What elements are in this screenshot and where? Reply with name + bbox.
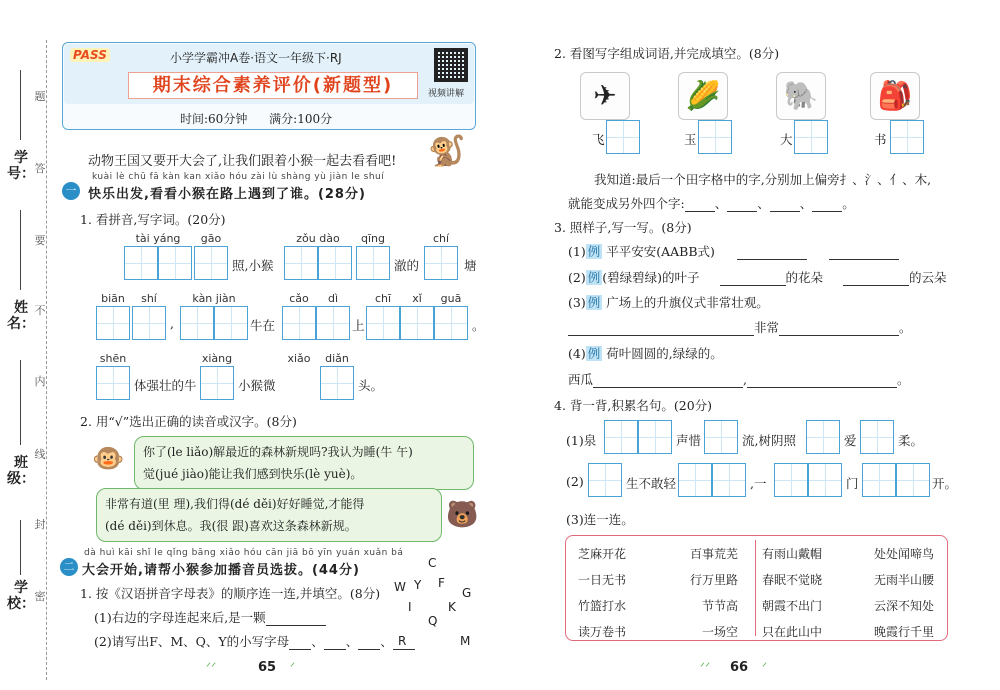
writing-box[interactable]: [862, 463, 896, 497]
match-item[interactable]: 云深不知处: [874, 599, 935, 613]
pinyin: shēn: [99, 352, 127, 365]
example-4: [568, 344, 723, 362]
char-prompt: 玉: [684, 132, 697, 147]
corn-icon: 🌽: [678, 72, 728, 120]
elephant-icon: 🐘: [776, 72, 826, 120]
answer-blank[interactable]: [812, 198, 842, 212]
binding-dashed-line: [46, 40, 47, 680]
sprout-icon: ᐟᐟ: [206, 660, 217, 674]
example-text: 平平安安(AABB式): [606, 244, 715, 259]
match-item[interactable]: 读万卷书: [578, 625, 627, 639]
section1-number: 一: [62, 182, 80, 200]
writing-box[interactable]: [808, 463, 842, 497]
writing-box[interactable]: [124, 246, 158, 280]
answer-blank[interactable]: [358, 636, 380, 650]
sentence-text: 。: [472, 318, 485, 333]
school-label: 学校：: [7, 580, 35, 612]
letter-dot[interactable]: Q: [428, 614, 438, 628]
answer-blank[interactable]: [843, 272, 909, 286]
writing-box[interactable]: [132, 306, 166, 340]
poem-text: 开。: [932, 476, 958, 491]
match-item[interactable]: 春眠不觉晓: [762, 573, 823, 587]
bubble-line[interactable]: (dé děi)到休息。我(很 跟)喜欢这条森林新规。: [105, 519, 357, 533]
writing-box[interactable]: [434, 306, 468, 340]
example-text: 荷叶圆圆的,绿绿的。: [606, 346, 723, 361]
r-q4-label: 4. 背一背,积累名句。(20分): [554, 398, 713, 413]
letter-dot[interactable]: I: [408, 600, 412, 614]
writing-box[interactable]: [806, 420, 840, 454]
speech-bubble-bear: [96, 488, 442, 542]
match-item[interactable]: 行万里路: [690, 573, 739, 587]
student-number-label: 学号：: [7, 150, 35, 182]
writing-box[interactable]: [356, 246, 390, 280]
poem-text: 声惜: [676, 433, 702, 448]
section1-title: 快乐出发,看看小猴在路上遇到了谁。(28分): [88, 187, 366, 202]
writing-box[interactable]: [366, 306, 400, 340]
sentence-text: 上: [352, 318, 365, 333]
pinyin: zǒu dào: [296, 232, 340, 245]
writing-box[interactable]: [638, 420, 672, 454]
series-title: 小学学霸冲A卷·语文一年级下·RJ: [170, 51, 342, 65]
match-item[interactable]: 百事荒芜: [690, 547, 739, 561]
sentence-text: 塘: [464, 258, 477, 273]
writing-box[interactable]: [860, 420, 894, 454]
exam-score: 满分:100分: [269, 112, 333, 126]
pinyin: chī: [374, 292, 392, 305]
poem-text: 流,树阴照: [742, 433, 796, 448]
answer-blank[interactable]: [324, 636, 346, 650]
pinyin: guā: [440, 292, 462, 305]
section2-number: 二: [60, 558, 78, 576]
poem-text: 生不敢轻: [626, 476, 677, 491]
class-label: 班级：: [7, 455, 35, 487]
q1-label: 1. 看拼音,写字词。(20分): [80, 212, 226, 227]
monkey-icon: 🐵: [92, 444, 125, 474]
know-line-1: 我知道:最后一个田字格中的字,分别加上偏旁扌、氵、亻、木,: [594, 172, 932, 187]
s2-q1-sub1: [94, 608, 326, 626]
matching-divider: [755, 540, 756, 636]
qr-label: 视频讲解: [428, 89, 465, 99]
match-item[interactable]: 只在此山中: [762, 625, 823, 639]
match-item[interactable]: 无雨半山腰: [874, 573, 935, 587]
writing-box[interactable]: [678, 463, 712, 497]
writing-box[interactable]: [180, 306, 214, 340]
answer-blank[interactable]: [770, 198, 800, 212]
section2-title: 大会开始,请帮小猴参加播音员选拔。(44分): [82, 563, 360, 578]
writing-box[interactable]: [214, 306, 248, 340]
name-label: 姓名：: [7, 300, 35, 332]
writing-box[interactable]: [794, 120, 828, 154]
example-num: (1): [568, 244, 586, 259]
bubble-line[interactable]: 非常有道(里 理),我们得(dé děi)好好睡觉,才能得: [105, 497, 365, 511]
writing-box[interactable]: [318, 246, 352, 280]
example-tag: 例: [587, 244, 601, 259]
section1-pinyin: kuài lè chū fā kàn kan xiǎo hóu zài lù shàng yù jiàn le shuí: [92, 172, 385, 182]
pinyin: kàn jiàn: [192, 292, 236, 305]
backpack-icon: 🎒: [870, 72, 920, 120]
sentence-text: 体强壮的牛: [134, 378, 197, 393]
binding-char: 内: [34, 375, 46, 388]
example-4-answer: 西瓜 , 。: [568, 372, 910, 387]
qr-code-icon[interactable]: [434, 48, 468, 82]
writing-box[interactable]: [774, 463, 808, 497]
section2-pinyin: dà huì kāi shǐ le qǐng bāng xiǎo hóu cān jiā bō yīn yuán xuǎn bá: [84, 548, 404, 558]
pinyin: xǐ: [412, 292, 422, 305]
example-num: (4): [568, 346, 586, 361]
match-item[interactable]: 朝霞不出门: [762, 599, 823, 613]
example-tag: 例: [587, 270, 601, 285]
pinyin: tài yáng: [135, 232, 181, 245]
page-number-left: 65: [258, 660, 277, 675]
poem-text: 柔。: [898, 433, 924, 448]
char-prompt: 飞: [592, 132, 605, 147]
letter-dot[interactable]: K: [448, 600, 456, 614]
pinyin: biān: [101, 292, 125, 305]
answer-blank[interactable]: [720, 272, 786, 286]
letter-dot[interactable]: M: [460, 634, 471, 648]
example-text: 的云朵: [909, 270, 947, 285]
example-num: (3): [568, 295, 586, 310]
answer-blank[interactable]: [568, 322, 754, 336]
poem-text: 爱: [844, 433, 857, 448]
letter-dot[interactable]: G: [462, 586, 472, 600]
poem-text: (1)泉: [566, 433, 597, 448]
letter-dots: [390, 556, 480, 646]
intro-text: 动物王国又要开大会了,让我们跟着小猴一起去看看吧!: [88, 154, 397, 169]
letter-dot[interactable]: R: [398, 634, 407, 648]
sentence-text: 照,小猴: [232, 258, 274, 273]
match-item[interactable]: 节节高: [702, 599, 739, 613]
student-number-field[interactable]: [20, 70, 21, 140]
bubble-line[interactable]: 你了(le liǎo)解最近的森林新规吗?我认为睡(牛 午): [143, 445, 413, 459]
poem-text: 门: [846, 476, 859, 491]
example-text: 非常: [754, 320, 780, 335]
match-item[interactable]: 竹篮打水: [578, 599, 627, 613]
example-3: [568, 293, 769, 311]
pinyin: chí: [432, 232, 450, 245]
poem-text: ,一: [750, 476, 767, 491]
sprout-icon: ᐟᐟ: [700, 660, 711, 674]
bear-icon: 🐻: [446, 500, 479, 530]
name-field[interactable]: [20, 210, 21, 290]
class-field[interactable]: [20, 360, 21, 445]
writing-box[interactable]: [282, 306, 316, 340]
answer-blank[interactable]: [727, 198, 757, 212]
speech-bubble-monkey: [134, 436, 474, 490]
answer-blank[interactable]: [685, 198, 715, 212]
answer-blank[interactable]: [737, 246, 807, 260]
sentence-text: 澈的: [394, 258, 420, 273]
letter-dot[interactable]: W: [394, 580, 406, 594]
writing-box[interactable]: [606, 120, 640, 154]
writing-box[interactable]: [712, 463, 746, 497]
writing-box[interactable]: [400, 306, 434, 340]
binding-char: 不: [34, 304, 46, 317]
binding-char: 密: [34, 590, 46, 603]
school-field[interactable]: [20, 520, 21, 575]
example-text: (碧绿碧绿)的叶子: [602, 270, 700, 285]
char-prompt: 大: [780, 132, 793, 147]
answer-blank[interactable]: [593, 374, 743, 388]
letter-dot[interactable]: Y: [414, 578, 422, 592]
exam-title: 期末综合素养评价(新题型): [128, 72, 418, 99]
match-item[interactable]: 一场空: [702, 625, 739, 639]
q2-label: 2. 用“√”选出正确的读音或汉字。(8分): [80, 414, 297, 429]
example-tag: 例: [587, 346, 601, 361]
pinyin: xiàng: [201, 352, 233, 365]
exam-meta: [180, 110, 350, 127]
binding-char: 答: [34, 162, 46, 175]
match-item[interactable]: 有雨山戴帽: [762, 547, 823, 561]
writing-box[interactable]: [158, 246, 192, 280]
pinyin: shí: [141, 292, 157, 305]
sub2-text: (2)请写出F、M、Q、Y的小写字母: [94, 634, 290, 649]
sentence-text: 小猴微: [238, 378, 276, 393]
binding-char: 要: [34, 234, 46, 247]
answer-blank[interactable]: [747, 374, 897, 388]
writing-box[interactable]: [704, 420, 738, 454]
writing-box[interactable]: [604, 420, 638, 454]
example-text: 广场上的升旗仪式非常壮观。: [606, 295, 769, 310]
sentence-text: 牛在: [250, 318, 276, 333]
letter-dot[interactable]: C: [428, 556, 437, 570]
char-prompt: 书: [874, 132, 887, 147]
writing-box[interactable]: [96, 366, 130, 400]
s2-q1-label: 1. 按《汉语拼音字母表》的顺序连一连,并填空。(8分): [80, 586, 381, 601]
writing-box[interactable]: [96, 306, 130, 340]
writing-box[interactable]: [698, 120, 732, 154]
bubble-line[interactable]: 觉(jué jiào)能让我们感到快乐(lè yuè)。: [143, 467, 363, 481]
exam-time: 时间:60分钟: [180, 112, 248, 126]
writing-box[interactable]: [200, 366, 234, 400]
sentence-text: 头。: [358, 378, 384, 393]
answer-blank[interactable]: [779, 322, 899, 336]
pinyin: qīng: [361, 232, 385, 245]
answer-blank[interactable]: [829, 246, 899, 260]
sprout-icon: ᐟ: [762, 660, 768, 674]
pinyin: diǎn: [325, 352, 349, 365]
pinyin: dì: [327, 292, 339, 305]
page-number-right: 66: [730, 660, 749, 675]
r-q2-label: 2. 看图写字组成词语,并完成填空。(8分): [554, 46, 780, 61]
know-line-2: 就能变成另外四个字: 、 、 、 。: [568, 196, 855, 211]
example-1: [568, 242, 899, 260]
letter-dot[interactable]: F: [438, 576, 445, 590]
airplane-icon: ✈: [580, 72, 630, 120]
r-q3-label: 3. 照样子,写一写。(8分): [554, 220, 692, 235]
binding-char: 线: [34, 448, 46, 461]
writing-box[interactable]: [284, 246, 318, 280]
know-text: 就能变成另外四个字:: [568, 196, 685, 211]
s2-q1-sub2: (2)请写出F、M、Q、Y的小写字母 、 、 、: [94, 632, 415, 650]
writing-box[interactable]: [194, 246, 228, 280]
writing-box[interactable]: [316, 306, 350, 340]
match-item[interactable]: 处处闻啼鸟: [874, 547, 935, 561]
match-item[interactable]: 晚霞行千里: [874, 625, 935, 639]
example-tag: 例: [587, 295, 601, 310]
sub1-text: (1)右边的字母连起来后,是一颗: [94, 610, 266, 625]
answer-blank[interactable]: [289, 636, 311, 650]
monkey-icon: 🐒: [428, 134, 466, 169]
writing-box[interactable]: [424, 246, 458, 280]
publisher-logo: PASS: [70, 48, 110, 62]
example-text: 西瓜: [568, 372, 594, 387]
writing-box[interactable]: [896, 463, 930, 497]
answer-blank[interactable]: [266, 612, 326, 626]
r-q4-sub3: (3)连一连。: [566, 512, 634, 527]
match-item[interactable]: 芝麻开花: [578, 547, 627, 561]
binding-char: 封: [34, 518, 46, 531]
sentence-text: ,: [170, 316, 174, 331]
match-item[interactable]: 一日无书: [578, 573, 627, 587]
example-2: [568, 268, 947, 286]
binding-char: 题: [34, 90, 46, 103]
example-num: (2): [568, 270, 586, 285]
example-3-answer: 非常 。: [568, 318, 912, 336]
poem-text: (2): [566, 474, 584, 489]
pinyin: gāo: [200, 232, 222, 245]
writing-box[interactable]: [890, 120, 924, 154]
sprout-icon: ᐟ: [290, 660, 296, 674]
writing-box[interactable]: [320, 366, 354, 400]
pinyin: cǎo: [289, 292, 309, 305]
example-text: 的花朵: [785, 270, 824, 285]
pinyin: xiǎo: [287, 352, 311, 365]
writing-box[interactable]: [588, 463, 622, 497]
